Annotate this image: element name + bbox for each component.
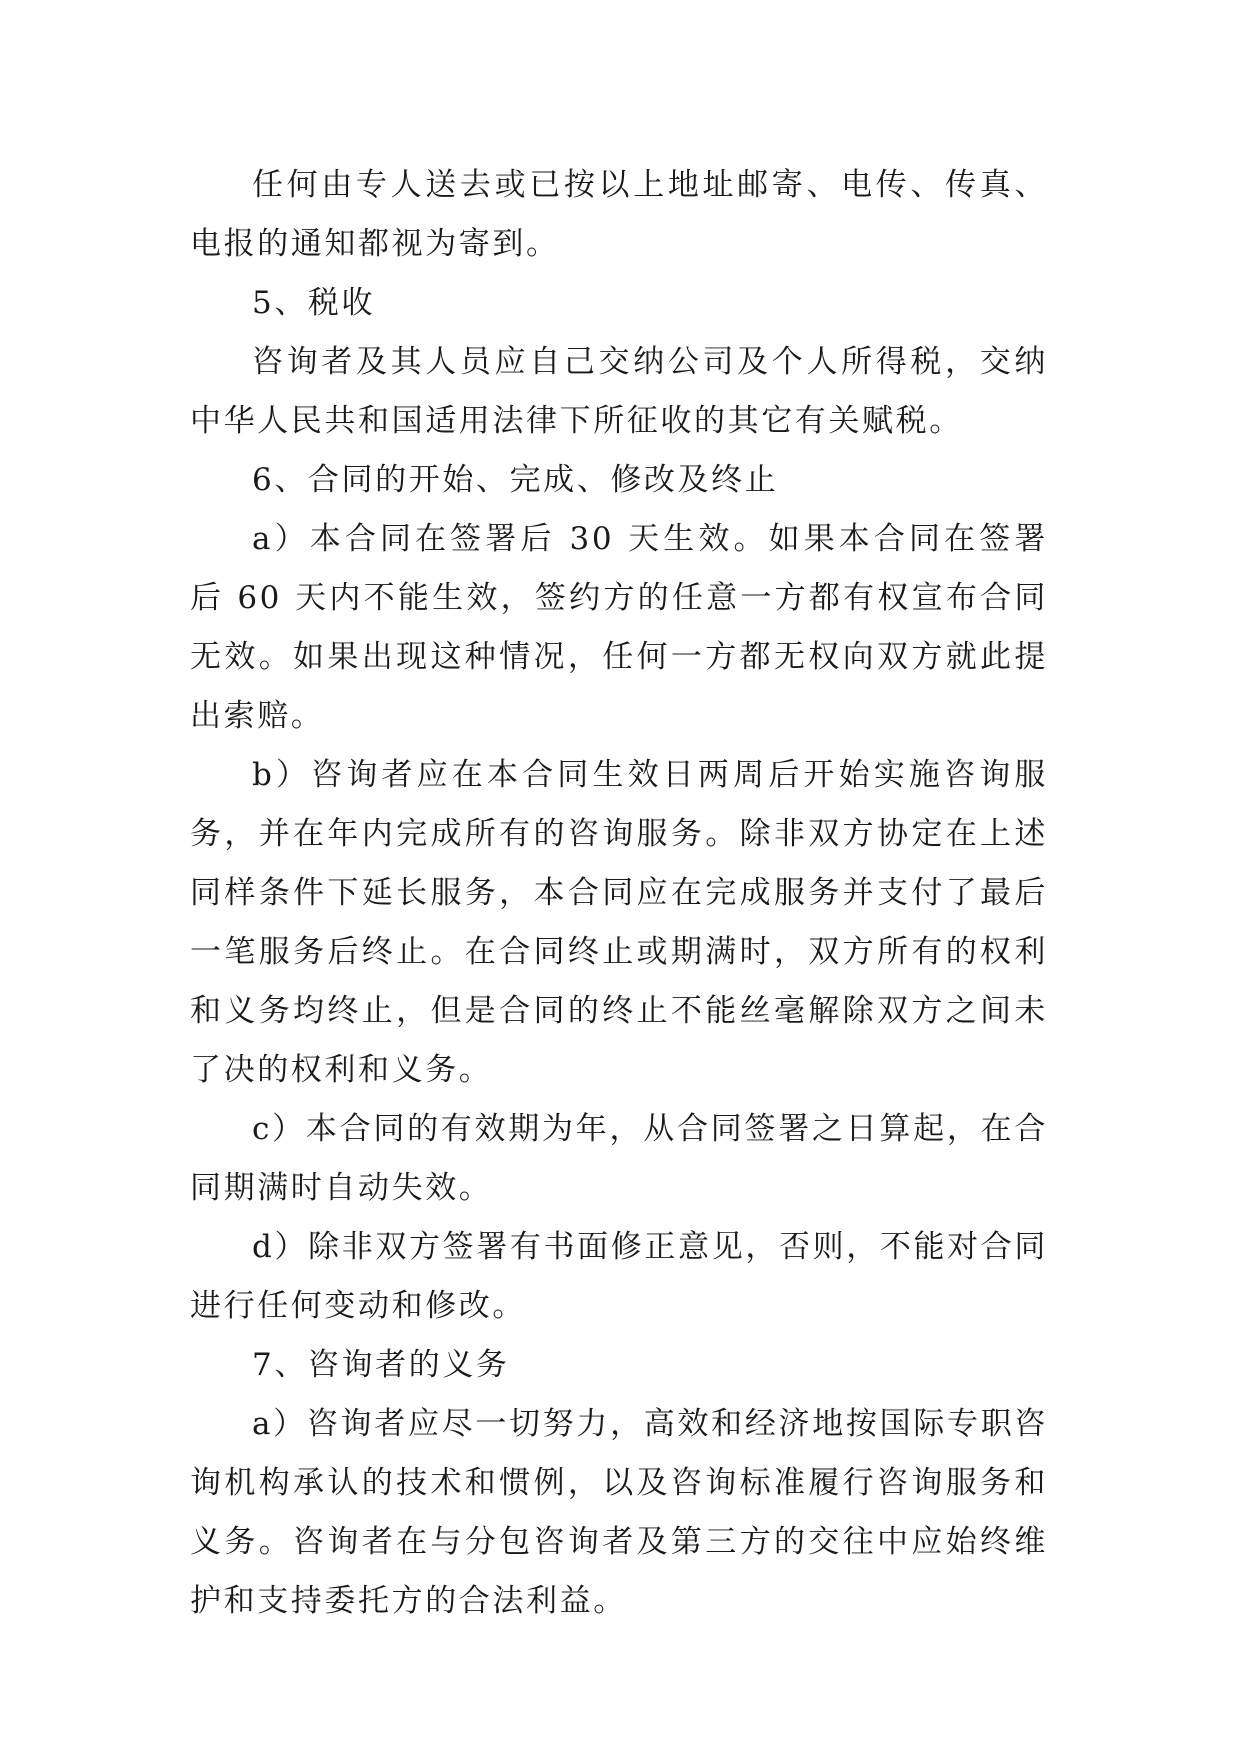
clause-a-consultant-duties: a）咨询者应尽一切努力，高效和经济地按国际专职咨询机构承认的技术和惯例，以及咨询标准履行咨询服务和义务。咨询者在与分包咨询者及第三方的交往中应始终维护和支持委托方的合法利益。 [190, 1406, 1048, 1619]
paragraph-taxation: 咨询者及其人员应自己交纳公司及个人所得税，交纳中华人民共和国适用法律下所征收的其它有关赋税。 [190, 344, 1048, 439]
clause-d-amendments: d）除非双方签署有书面修正意见，否则，不能对合同进行任何变动和修改。 [190, 1229, 1048, 1324]
clause-a-effectiveness: a）本合同在签署后 30 天生效。如果本合同在签署后 60 天内不能生效，签约方的任意一方都有权宣布合同无效。如果出现这种情况，任何一方都无权向双方就此提出索赔。 [190, 521, 1048, 734]
paragraph-notice-delivery: 任何由专人送去或已按以上地址邮寄、电传、传真、电报的通知都视为寄到。 [190, 167, 1048, 262]
section-heading-contract-term: 6、合同的开始、完成、修改及终止 [252, 462, 779, 498]
clause-b-services-completion: b）咨询者应在本合同生效日两周后开始实施咨询服务，并在年内完成所有的咨询服务。除非双方协定在上述同样条件下延长服务，本合同应在完成服务并支付了最后一笔服务后终止。在合同终止或期满时，双方所有的权利和义务均终止，但是合同的终止不能丝毫解除双方之间未了决的权利和义务。 [190, 757, 1048, 1088]
section-heading-taxation: 5、税收 [252, 285, 376, 321]
document-body [190, 156, 1048, 1631]
clause-c-validity-period: c）本合同的有效期为年，从合同签署之日算起，在合同期满时自动失效。 [190, 1111, 1048, 1206]
section-heading-consultant-obligations: 7、咨询者的义务 [252, 1347, 510, 1383]
